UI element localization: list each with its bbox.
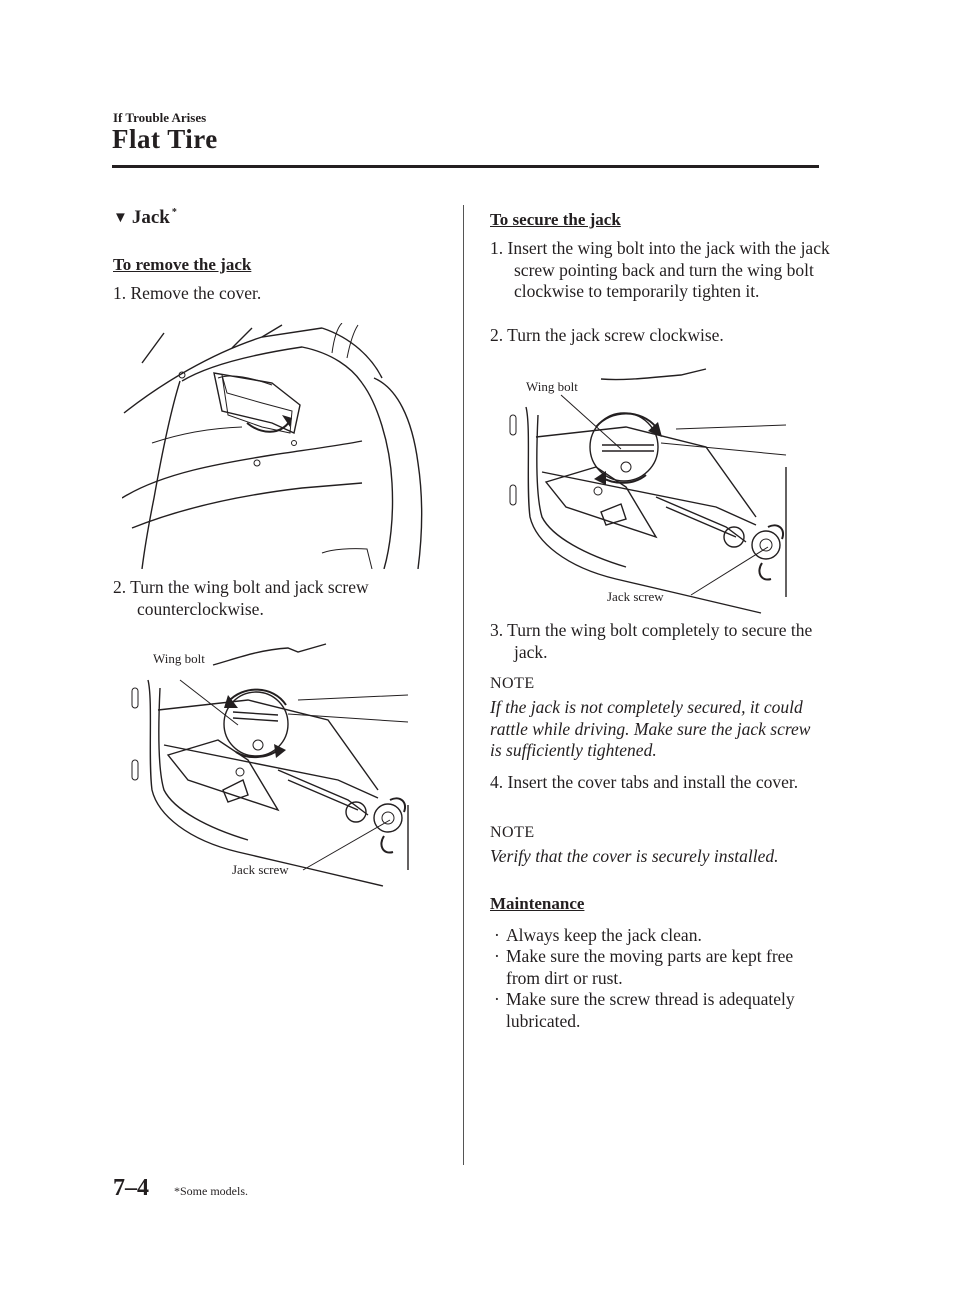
- note-label-2: NOTE: [490, 824, 535, 841]
- footnote: *Some models.: [174, 1184, 248, 1198]
- triangle-marker-icon: ▼: [113, 210, 128, 226]
- figure-remove-cover: [122, 323, 432, 569]
- bullet-icon: ·: [494, 989, 500, 1009]
- maintenance-bullet-2: · Make sure the moving parts are kept free from dirt or rust.: [494, 946, 794, 988]
- bullet-icon: ·: [494, 946, 500, 966]
- maintenance-bullet-3: · Make sure the screw thread is adequately lubricated.: [494, 989, 795, 1031]
- note-text-1: If the jack is not completely secured, it could rattle while driving. Make sure the jack screw is sufficiently tightened.: [490, 697, 811, 760]
- note-text-2: Verify that the cover is securely installed.: [490, 846, 779, 866]
- wing-bolt-callout-right: Wing bolt: [526, 379, 578, 394]
- note-label-1: NOTE: [490, 675, 535, 692]
- header-rule: [112, 165, 819, 168]
- remove-step-2: 2. Turn the wing bolt and jack screw counterclockwise.: [113, 577, 369, 619]
- some-models-mark: *: [171, 207, 177, 218]
- secure-step-4: 4. Insert the cover tabs and install the cover.: [490, 772, 799, 792]
- maintenance-bullet-1: · Always keep the jack clean.: [494, 925, 702, 945]
- column-divider: [463, 205, 464, 1165]
- secure-jack-heading: To secure the jack: [490, 210, 621, 229]
- page-title: Flat Tire: [112, 124, 218, 154]
- figure-jack-loosen: [128, 640, 418, 890]
- section-label: If Trouble Arises: [113, 110, 207, 125]
- jack-screw-callout: Jack screw: [232, 862, 289, 877]
- secure-step-3: 3. Turn the wing bolt completely to secure the jack.: [490, 620, 813, 662]
- jack-screw-callout-right: Jack screw: [607, 589, 664, 604]
- wing-bolt-callout: Wing bolt: [153, 651, 205, 666]
- remove-step-1: 1. Remove the cover.: [113, 283, 262, 303]
- page-number: 7–4: [113, 1175, 149, 1201]
- jack-heading-text: Jack: [131, 207, 170, 228]
- secure-step-1: 1. Insert the wing bolt into the jack with the jack screw pointing back and turn the wing bolt clockwise to temporarily tighten it.: [490, 238, 830, 301]
- maintenance-heading: Maintenance: [490, 894, 585, 913]
- figure-jack-tighten: [506, 367, 796, 617]
- jack-heading: [113, 207, 177, 229]
- secure-step-2: 2. Turn the jack screw clockwise.: [490, 325, 724, 345]
- bullet-icon: ·: [494, 925, 500, 945]
- remove-jack-heading: To remove the jack: [113, 255, 252, 274]
